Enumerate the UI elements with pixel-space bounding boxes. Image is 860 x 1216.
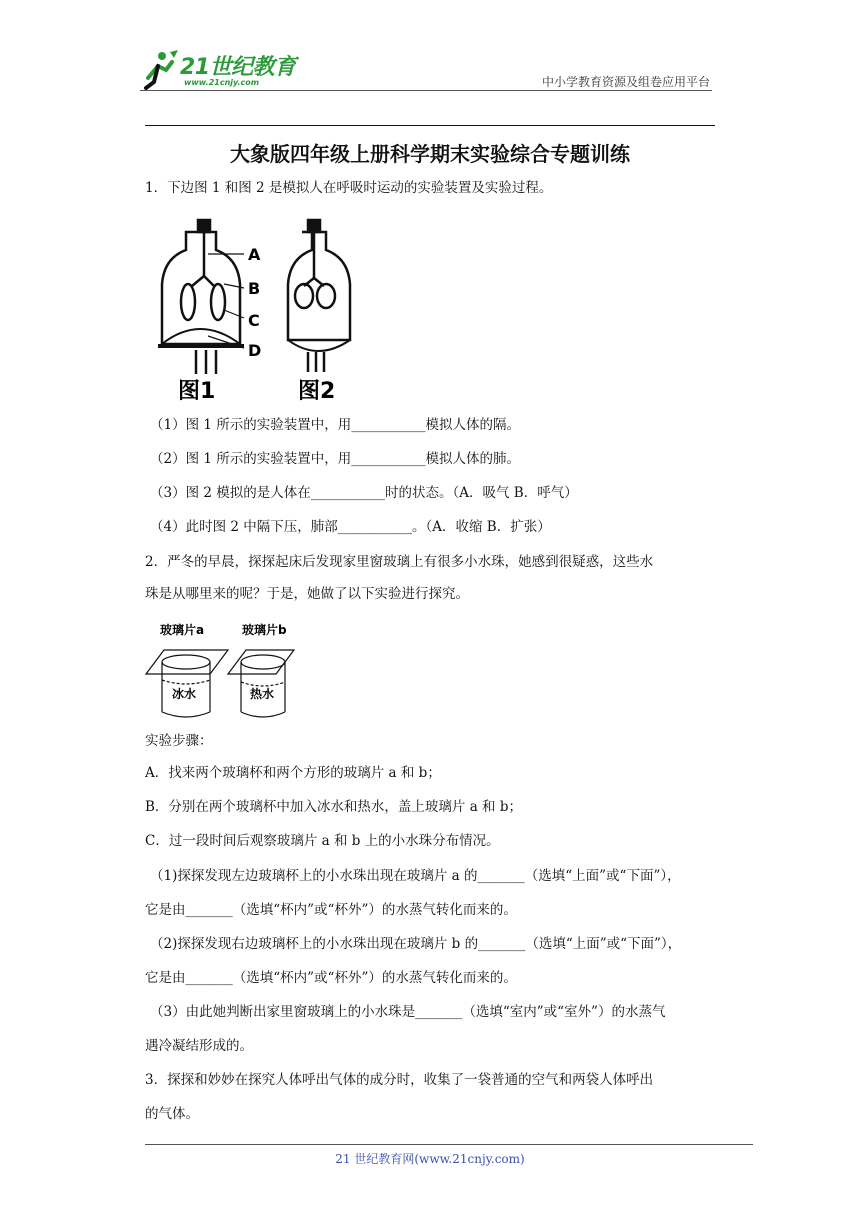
q2-sub2-line1: （2)探探发现右边玻璃杯上的小水珠出现在玻璃片 b 的_______（选填“上面”或“下面”）， xyxy=(150,936,682,952)
q2-sub1-line1: （1)探探发现左边玻璃杯上的小水珠出现在玻璃片 a 的_______（选填“上面”或“下面”）， xyxy=(150,868,681,884)
q1-sub1: （1）图 1 所示的实验装置中，用___________模拟人体的隔。 xyxy=(150,417,521,433)
q2-step-b: B．分别在两个玻璃杯中加入冰水和热水，盖上玻璃片 a 和 b； xyxy=(145,799,522,815)
bottle-fig1 xyxy=(158,220,244,374)
q2-step-a: A．找来两个玻璃杯和两个方形的玻璃片 a 和 b； xyxy=(145,765,441,781)
label-d: D xyxy=(248,341,262,360)
label-b: B xyxy=(248,279,261,298)
fig2-caption: 图2 xyxy=(298,379,336,404)
logo-url: www.21cnjy.com xyxy=(184,78,260,87)
cup-b-label: 热水 xyxy=(250,687,275,701)
header-tagline: 中小学教育资源及组卷应用平台 xyxy=(541,75,710,89)
glass-b-label: 玻璃片b xyxy=(242,623,287,637)
q2-sub1-line2: 它是由_______（选填“杯内”或“杯外”）的水蒸气转化而来的。 xyxy=(145,902,517,918)
q1-sub4: （4）此时图 2 中隔下压，肺部___________。（A．收缩 B．扩张） xyxy=(150,519,551,535)
q3-stem-line2: 的气体。 xyxy=(145,1106,199,1122)
q1-sub2: （2）图 1 所示的实验装置中，用___________模拟人体的肺。 xyxy=(150,451,521,467)
footer-link[interactable]: 21 世纪教育网(www.21cnjy.com) xyxy=(335,1152,525,1166)
label-a: A xyxy=(248,245,261,264)
page-title: 大象版四年级上册科学期末实验综合专题训练 xyxy=(230,142,630,166)
runner-logo-icon xyxy=(140,48,180,92)
q2-stem-line2: 珠是从哪里来的呢？于是，她做了以下实验进行探究。 xyxy=(145,586,469,602)
fig1-caption: 图1 xyxy=(178,379,216,404)
q2-sub3-line1: （3）由此她判断出家里窗玻璃上的小水珠是_______（选填“室内”或“室外”）的水蒸气 xyxy=(150,1004,666,1020)
q2-stem-line1: 2．严冬的早晨，探探起床后发现家里窗玻璃上有很多小水珠，她感到很疑惑，这些水 xyxy=(145,554,654,570)
site-logo xyxy=(140,48,310,92)
title-divider xyxy=(145,125,715,126)
q1-stem: 1．下边图 1 和图 2 是模拟人在呼吸时运动的实验装置及实验过程。 xyxy=(145,180,553,196)
q2-sub2-line2: 它是由_______（选填“杯内”或“杯外”）的水蒸气转化而来的。 xyxy=(145,970,517,986)
q2-step-c: C．过一段时间后观察玻璃片 a 和 b 上的小水珠分布情况。 xyxy=(145,833,500,849)
cup-a-label: 冰水 xyxy=(172,687,197,701)
q2-steps-heading: 实验步骤： xyxy=(145,733,213,749)
q3-stem-line1: 3．探探和妙妙在探究人体呼出气体的成分时，收集了一袋普通的空气和两袋人体呼出 xyxy=(145,1072,654,1088)
q2-figure xyxy=(144,620,314,724)
q1-sub3: （3）图 2 模拟的是人体在___________时的状态。（A．吸气 B．呼气） xyxy=(150,485,578,501)
bottle-fig2 xyxy=(288,220,350,372)
footer-divider xyxy=(145,1144,753,1145)
logo-brand: 21世纪教育 xyxy=(180,55,296,80)
q2-sub3-line2: 遇冷凝结形成的。 xyxy=(145,1038,253,1054)
header-divider xyxy=(140,90,712,91)
glass-a-label: 玻璃片a xyxy=(160,623,205,637)
q1-figure xyxy=(148,214,368,404)
label-c: C xyxy=(248,311,260,330)
